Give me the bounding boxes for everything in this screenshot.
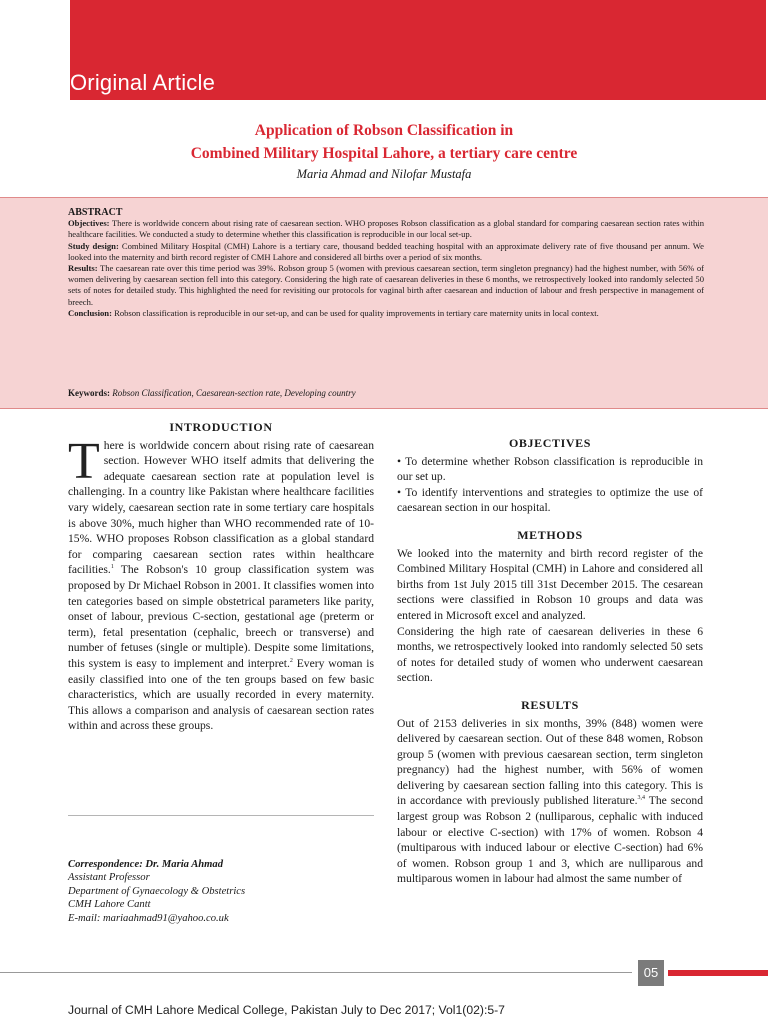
keywords [68, 388, 704, 398]
intro-text-1: here is worldwide concern about rising rate of caesarean section. However WHO itself admits that delivering the adequate caesarean section rate at population level is challenging. In a country like Pakistan where healthcare facilities vary widely, caesarean section rate in some tertiary care hospitals is above 30%, much higher than WHO recommended rate of 10-15%. WHO proposes Robson classification as a global standard for comparing caesarean section rates within healthcare facilities. [68, 438, 374, 577]
keywords-text: Robson Classification, Caesarean-section rate, Developing country [110, 388, 356, 398]
abstract-body [68, 207, 704, 319]
conclusion-label: Conclusion: [68, 307, 112, 318]
objective-item: • To identify interventions and strategies to optimize the use of caesarean section in our hospital. [397, 485, 703, 515]
article-title-line-1: Application of Robson Classification in [254, 122, 514, 139]
keywords-label: Keywords: [68, 388, 110, 398]
design-text: Combined Military Hospital (CMH) Lahore is a tertiary care, thousand bedded teaching hospital with an approximate delivery rate of five thousand per annum. We looked into the maternity and birth record register of CMH Lahore and considered all births over a period of six months. [68, 240, 704, 262]
objective-item: • To determine whether Robson classification is reproducible in our set up. [397, 454, 703, 484]
objectives-label: Objectives: [68, 218, 110, 229]
column-divider [68, 815, 374, 816]
results-label: Results: [68, 263, 98, 274]
correspondence-block [68, 858, 374, 925]
footer-rule [0, 972, 632, 973]
right-column [397, 436, 703, 887]
methods-paragraph: Considering the high rate of caesarean deliveries in these 6 months, we retrospectively looked into randomly selected 50 sets of notes for detailed study of women who underwent caesarean section. [397, 624, 703, 685]
authors: Maria Ahmad and Nilofar Mustafa [296, 167, 472, 181]
introduction-paragraph [68, 432, 374, 734]
objectives-heading: OBJECTIVES [508, 436, 592, 450]
journal-citation: Journal of CMH Lahore Medical College, Pakistan July to Dec 2017; Vol1(02):5-7 [68, 1003, 505, 1017]
results-heading: RESULTS [521, 697, 579, 712]
correspondence-line: Assistant Professor [68, 872, 150, 884]
methods-paragraph: We looked into the maternity and birth record register of the Combined Military Hospital (CMH) in Lahore and considered all births from 1st July 2015 till 31st December 2015. The cesarean sections were classified in Robson 10 groups and data was entered in Microsoft excel and analyzed. [397, 546, 703, 622]
reference-1: 1 [110, 564, 114, 571]
methods-heading: METHODS [517, 527, 583, 542]
correspondence-line: Department of Gynaecology & Obstetrics [68, 885, 246, 897]
design-label: Study design: [68, 240, 119, 251]
abstract-conclusion [68, 308, 704, 319]
abstract-results [68, 263, 704, 308]
reference-3-4: 3,4 [637, 795, 645, 802]
conclusion-text: Robson classification is reproducible in our set-up, and can be used for quality improvements in tertiary care maternity units in local context. [111, 307, 599, 318]
drop-cap: T [68, 432, 100, 490]
intro-text-2: The Robson's 10 group classification system was proposed by Dr Michael Robson in 2001. It classifies women into ten categories based on simple obstetrical parameters like parity, onset of labour, previous C-section, gestational age (preterm or term), fetal presentation (cephalic, breech or transverse) and number of fetuses (single or multiple). Despite some limitations, this system is easy to implement and interpret. [68, 563, 374, 670]
abstract-design [68, 241, 704, 263]
abstract-box [0, 197, 768, 409]
introduction-heading: INTRODUCTION [169, 420, 273, 434]
correspondence-line: CMH Lahore Cantt [68, 899, 151, 911]
correspondence-heading: Correspondence: Dr. Maria Ahmad [68, 859, 224, 870]
objectives-text: There is worldwide concern about rising rate of caesarean section. WHO proposes Robson classification as a global standard for comparing caesarean section rates within healthcare facilities. We conducted a study to determine whether this classification is reproducible in our local set-up. [68, 218, 704, 240]
header-band [70, 0, 766, 100]
results-text-1: Out of 2153 deliveries in six months, 39% (848) women were delivered by caesarean section. Out of these 848 women, Robson group 5 (women with previous caesarean section, term singleton pregnancy) had the highest number, with 56% of women delivering by caesarean section falling into this category. This is in accordance with previously published literature. [397, 716, 703, 808]
results-text-2: The second largest group was Robson 2 (nulliparous, cephalic with induced labour or elective C-section) with 17% of women. Robson 4 (multiparous with induced labour or elective C-section) had 6% of women. Robson group 1 and 3, which are nulliparous and multiparous women in labour had almost the same number of [397, 794, 703, 886]
footer-accent-bar [668, 970, 768, 976]
abstract-heading: ABSTRACT [68, 207, 123, 218]
article-title-line-2: Combined Military Hospital Lahore, a tertiary care centre [190, 145, 578, 162]
page-number: 05 [638, 960, 664, 986]
intro-text-3: Every woman is easily classified into one of the ten groups based on few basic characteristics, which are usually recorded in every maternity. This allows a comparison and analysis of caesarean section rates within and across these groups. [68, 656, 374, 733]
correspondence-email[interactable]: E-mail: mariaahmad91@yahoo.co.uk [68, 912, 229, 924]
results-text: The caesarean rate over this time period was 39%. Robson group 5 (women with previous caesarean section, term singleton pregnancy) had the highest number, with 56% of women delivering by caesarean section fell into this category. Considering the high rate of caesarean deliveries in these 6 months, we retrospectively looked into randomly selected 50 sets of notes for detailed study. This highlighted the need for revisiting our protocols for vaginal birth after caesarean and induction of labour and fresh perspective in management of breech. [68, 263, 704, 307]
article-type-label: Original Article [70, 70, 216, 95]
left-column [68, 420, 374, 734]
reference-2: 2 [289, 658, 293, 665]
abstract-objectives [68, 218, 704, 240]
results-paragraph [397, 716, 703, 888]
